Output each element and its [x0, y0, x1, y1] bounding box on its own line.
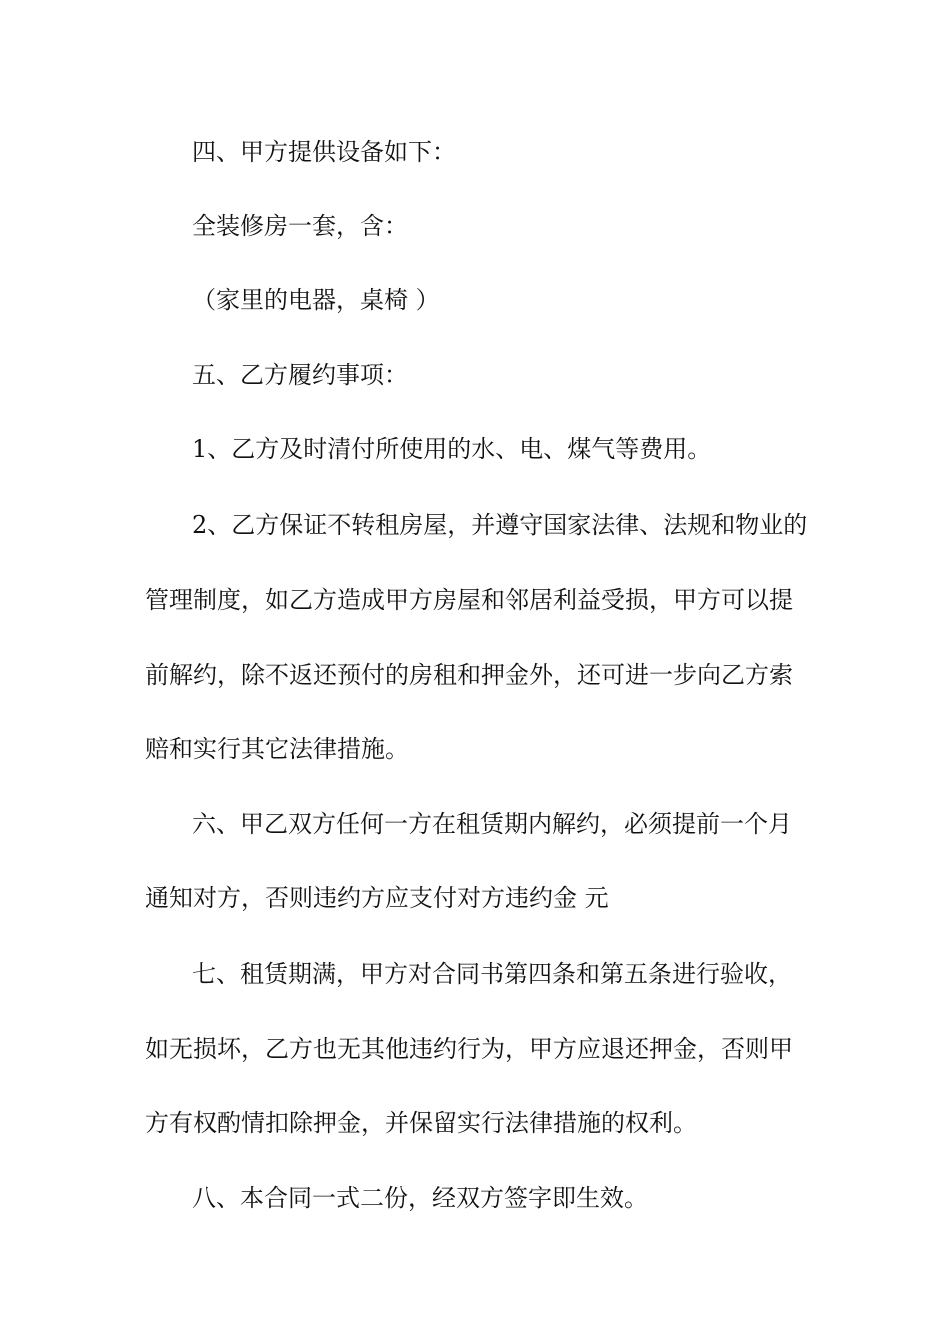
clause-7-line-1: 七、租赁期满，甲方对合同书第四条和第五条进行验收， [192, 960, 792, 988]
clause-5-heading: 五、乙方履约事项： [192, 361, 408, 389]
clause-5-item-2-line-2: 管理制度，如乙方造成甲方房屋和邻居利益受损，甲方可以提 [145, 586, 793, 614]
clause-7-line-2: 如无损坏，乙方也无其他违约行为，甲方应退还押金，否则甲 [145, 1035, 793, 1063]
clause-5-item-2-line-3: 前解约，除不返还预付的房租和押金外，还可进一步向乙方索 [145, 661, 793, 689]
clause-5-item-2-line-1: 2、乙方保证不转租房屋，并遵守国家法律、法规和物业的 [192, 511, 808, 539]
clause-6-line-1: 六、甲乙双方任何一方在租赁期内解约，必须提前一个月 [192, 810, 792, 838]
clause-7-line-3: 方有权酌情扣除押金，并保留实行法律措施的权利。 [145, 1109, 697, 1137]
clause-5-item-1: 1、乙方及时清付所使用的水、电、煤气等费用。 [192, 435, 712, 463]
clause-4-heading: 四、甲方提供设备如下： [192, 138, 456, 166]
clause-5-item-2-line-4: 赔和实行其它法律措施。 [145, 735, 409, 763]
clause-4-item: 全装修房一套，含： [192, 212, 408, 240]
clause-4-note: （家里的电器，桌椅 ） [192, 286, 440, 314]
clause-6-line-2: 通知对方，否则违约方应支付对方违约金 元 [145, 884, 609, 912]
clause-8: 八、本合同一式二份，经双方签字即生效。 [192, 1184, 648, 1212]
